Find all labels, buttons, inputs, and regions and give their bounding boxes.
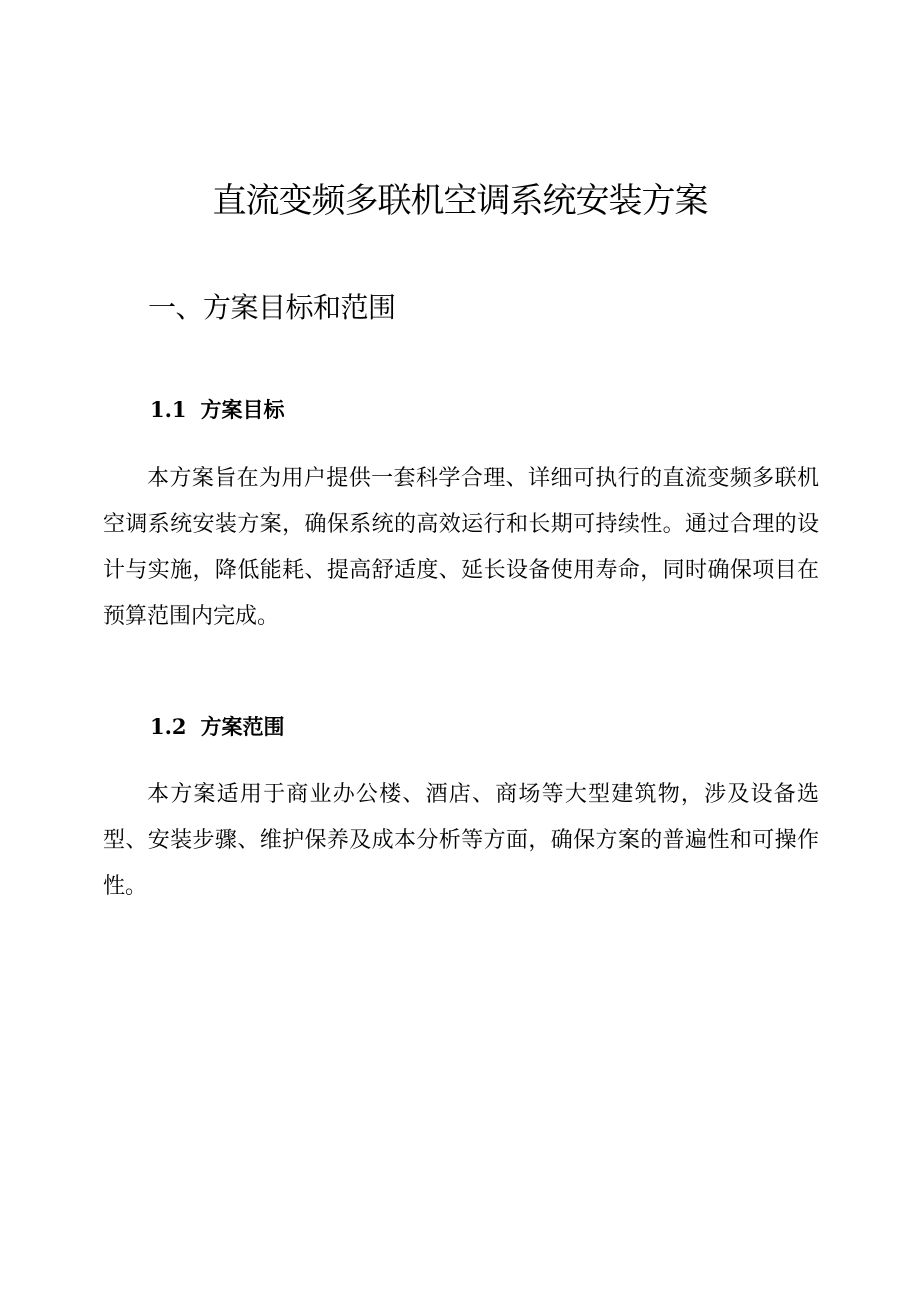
- paragraph-goal: 本方案旨在为用户提供一套科学合理、详细可执行的直流变频多联机空调系统安装方案，确保系统的高效运行和长期可持续性。通过合理的设计与实施，降低能耗、提高舒适度、延长设备使用寿命，同时确保项目在预算范围内完成。: [103, 466, 819, 629]
- subsection-title: 方案目标: [200, 398, 285, 422]
- subsection-title: 方案范围: [200, 715, 285, 739]
- document-title: 直流变频多联机空调系统安装方案: [212, 181, 708, 221]
- subsection-number: 1.1: [150, 397, 187, 422]
- subsection-heading-scope: [150, 712, 285, 742]
- subsection-heading-goal: [150, 395, 285, 425]
- section-heading: 一、方案目标和范围: [148, 291, 396, 324]
- subsection-number: 1.2: [150, 714, 187, 739]
- paragraph-scope: 本方案适用于商业办公楼、酒店、商场等大型建筑物，涉及设备选型、安装步骤、维护保养及成本分析等方面，确保方案的普遍性和可操作性。: [103, 782, 819, 899]
